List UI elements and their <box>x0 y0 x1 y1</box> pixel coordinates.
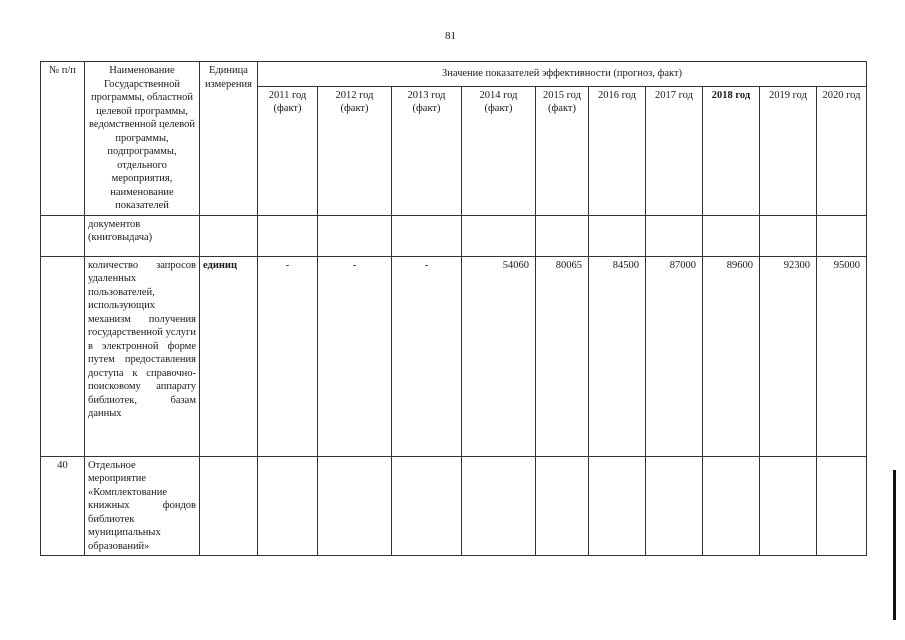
row-value <box>392 456 462 556</box>
row-value: - <box>392 256 462 456</box>
row-value <box>462 456 536 556</box>
row-value: 92300 <box>760 256 817 456</box>
row-value <box>318 215 392 256</box>
row-value: 54060 <box>462 256 536 456</box>
row-num <box>41 256 85 456</box>
row-unit <box>200 456 258 556</box>
row-value <box>258 215 318 256</box>
year-header: 2012 год (факт) <box>318 86 392 215</box>
row-value <box>646 215 703 256</box>
year-header: 2018 год <box>703 86 760 215</box>
row-value <box>536 215 589 256</box>
row-value <box>646 456 703 556</box>
row-value: 80065 <box>536 256 589 456</box>
row-value <box>318 456 392 556</box>
row-value: - <box>318 256 392 456</box>
header-unit: Единица измерения <box>200 62 258 216</box>
page-number: 81 <box>445 30 456 42</box>
year-header: 2019 год <box>760 86 817 215</box>
indicators-table <box>40 61 867 556</box>
row-value <box>536 456 589 556</box>
row-name: Отдельное мероприятие «Комплектование книжных фондов библиотек муниципальных образований» <box>85 456 200 556</box>
year-header: 2016 год <box>589 86 646 215</box>
row-num <box>41 215 85 256</box>
row-value <box>760 456 817 556</box>
year-header: 2011 год (факт) <box>258 86 318 215</box>
row-value <box>589 456 646 556</box>
row-value <box>258 456 318 556</box>
year-header: 2015 год (факт) <box>536 86 589 215</box>
row-num: 40 <box>41 456 85 556</box>
row-value: - <box>258 256 318 456</box>
year-header: 2017 год <box>646 86 703 215</box>
row-unit: единиц <box>200 256 258 456</box>
header-name: Наименование Государственной программы, областной целевой программы, ведомственной целевой программы, подпрограммы, отдельного мероприятия, наименование показателей <box>85 62 200 216</box>
year-header: 2014 год (факт) <box>462 86 536 215</box>
header-row <box>41 62 867 87</box>
row-value <box>589 215 646 256</box>
row-name: документов (книговыдача) <box>85 215 200 256</box>
year-header: 2020 год <box>817 86 867 215</box>
scan-edge-bar <box>893 470 896 620</box>
table-row <box>41 215 867 256</box>
row-unit <box>200 215 258 256</box>
header-values-title: Значение показателей эффективности (прогноз, факт) <box>258 62 867 87</box>
row-value <box>462 215 536 256</box>
row-value <box>817 456 867 556</box>
row-value: 87000 <box>646 256 703 456</box>
table-row <box>41 456 867 556</box>
row-value <box>760 215 817 256</box>
header-num: № п/п <box>41 62 85 216</box>
row-value <box>703 215 760 256</box>
row-value <box>392 215 462 256</box>
row-value: 84500 <box>589 256 646 456</box>
row-value: 95000 <box>817 256 867 456</box>
row-value <box>817 215 867 256</box>
table-row <box>41 256 867 456</box>
row-value: 89600 <box>703 256 760 456</box>
row-name: количество запросов удаленных пользователей, использующих механизм получения государственной услуги в электронной форме путем предоставления доступа к справочно-поисковому аппарату библиотек, базам данных <box>85 256 200 456</box>
year-header: 2013 год (факт) <box>392 86 462 215</box>
row-value <box>703 456 760 556</box>
